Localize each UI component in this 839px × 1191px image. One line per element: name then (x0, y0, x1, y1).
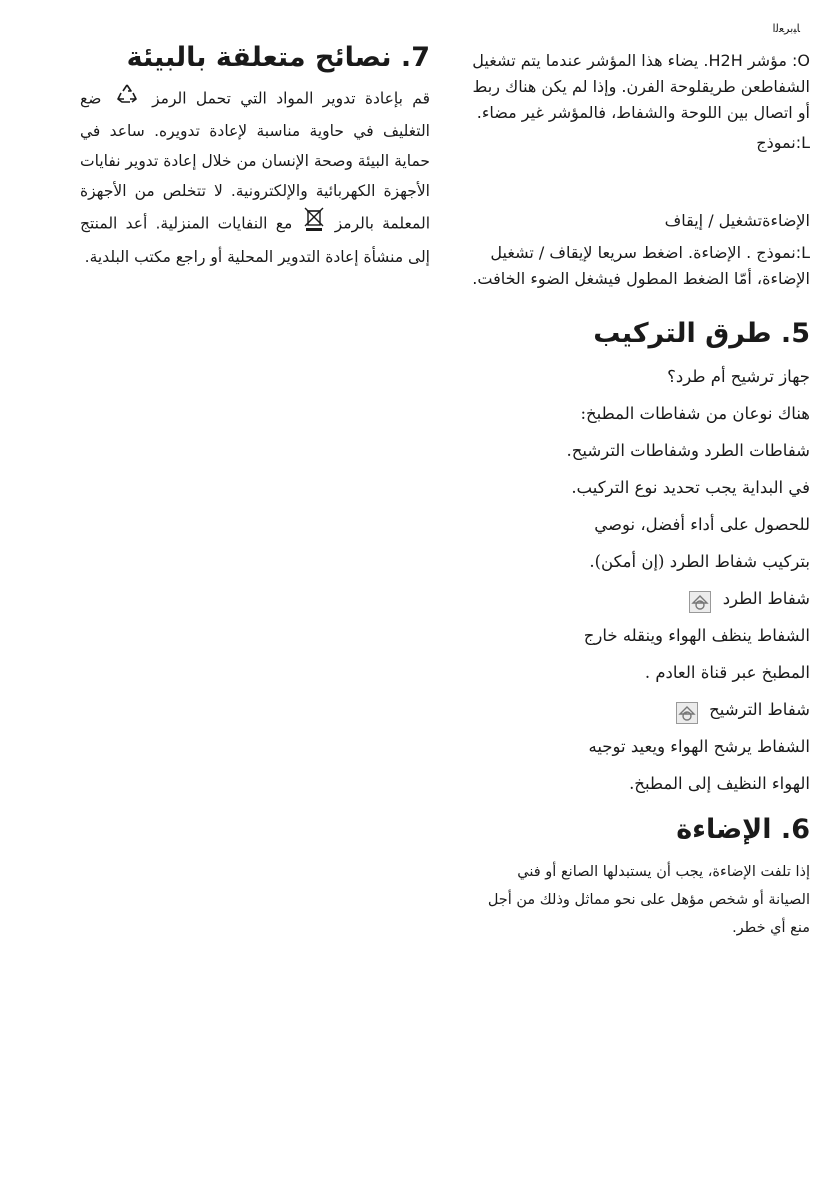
section5-list (440, 358, 810, 802)
section7-line2: ضع التغليف في حاوية مناسبة لإعادة تدويره. ساعد في حماية البيئة وصحة الإنسان من خلال إعادة تدوير نفايات الأجهزة الكهربائية والإلكترونية. لا تتخلص من الأجهزة المعلمة بالرمز (80, 89, 430, 233)
section7-body (80, 82, 430, 272)
section5-line: بتركيب شفاط الطرد (إن أمكن). (589, 552, 810, 571)
section7-title: 7. نصائح متعلقة بالبيئة (126, 42, 430, 73)
indicator-model: L:نموذج (756, 133, 810, 152)
indicator-text: O: مؤشر H2H. يضاء هذا المؤشر عندما يتم تشغيل الشفاطعن طريقلوحة الفرن. وإذا لم يكن هناك ربط أو اتصال بين اللوحة والشفاط، فالمؤشر غير مضاء. (472, 51, 810, 122)
recycle-icon (115, 82, 139, 116)
filtration-desc: الشفاط يرشح الهواء ويعيد توجيه (588, 737, 810, 756)
section5-line: هناك نوعان من شفاطات المطبخ: (580, 404, 810, 423)
section7-line3: مع النفايات المنزلية. أعد المنتج إلى منشأة إعادة التدوير المحلية أو راجع مكتب البلدية. (80, 214, 430, 266)
section5-line: في البداية يجب تحديد نوع التركيب. (571, 478, 810, 497)
filtration-desc: الهواء النظيف إلى المطبخ. (629, 774, 810, 793)
right-column (440, 48, 810, 942)
section5-title: 5. طرق التركيب (593, 318, 810, 349)
hood-filtration-icon (676, 700, 698, 722)
extraction-label: شفاط الطرد (722, 589, 810, 608)
section7-line1: قم بإعادة تدوير المواد التي تحمل الرمز (152, 89, 430, 108)
header-label: ﺎﻴﺑﺮﻌﻟا (772, 22, 800, 35)
filtration-row (440, 691, 810, 728)
extraction-desc: المطبخ عبر قناة العادم . (644, 663, 810, 682)
section5-line: جهاز ترشيح أم طرد؟ (667, 367, 810, 386)
section5-line: شفاطات الطرد وشفاطات الترشيح. (566, 441, 810, 460)
section5-line: للحصول على أداء أفضل، نوصي (594, 515, 810, 534)
crossed-bin-icon (303, 206, 325, 242)
extraction-row (440, 580, 810, 617)
section6-text: إذا تلفت الإضاءة، يجب أن يستبدلها الصانع أو فني الصيانة أو شخص مؤهل على نحو مماثل وذلك من أجل منع أي خطر. (487, 864, 810, 936)
section-environment (80, 38, 430, 272)
lighting-toggle-text: L:نموذج . الإضاءة. اضغط سريعا لإيقاف / تشغيل الإضاءة، أمّا الضغط المطول فيشغل الضوء الخافت. (472, 243, 810, 288)
hood-extraction-icon (689, 589, 711, 611)
extraction-desc: الشفاط ينظف الهواء وينقله خارج (583, 626, 810, 645)
section6-title: 6. الإضاءة (676, 814, 810, 845)
lighting-toggle-title: الإضاءةتشغيل / إيقاف (664, 211, 810, 230)
filtration-label: شفاط الترشيح (709, 700, 810, 719)
